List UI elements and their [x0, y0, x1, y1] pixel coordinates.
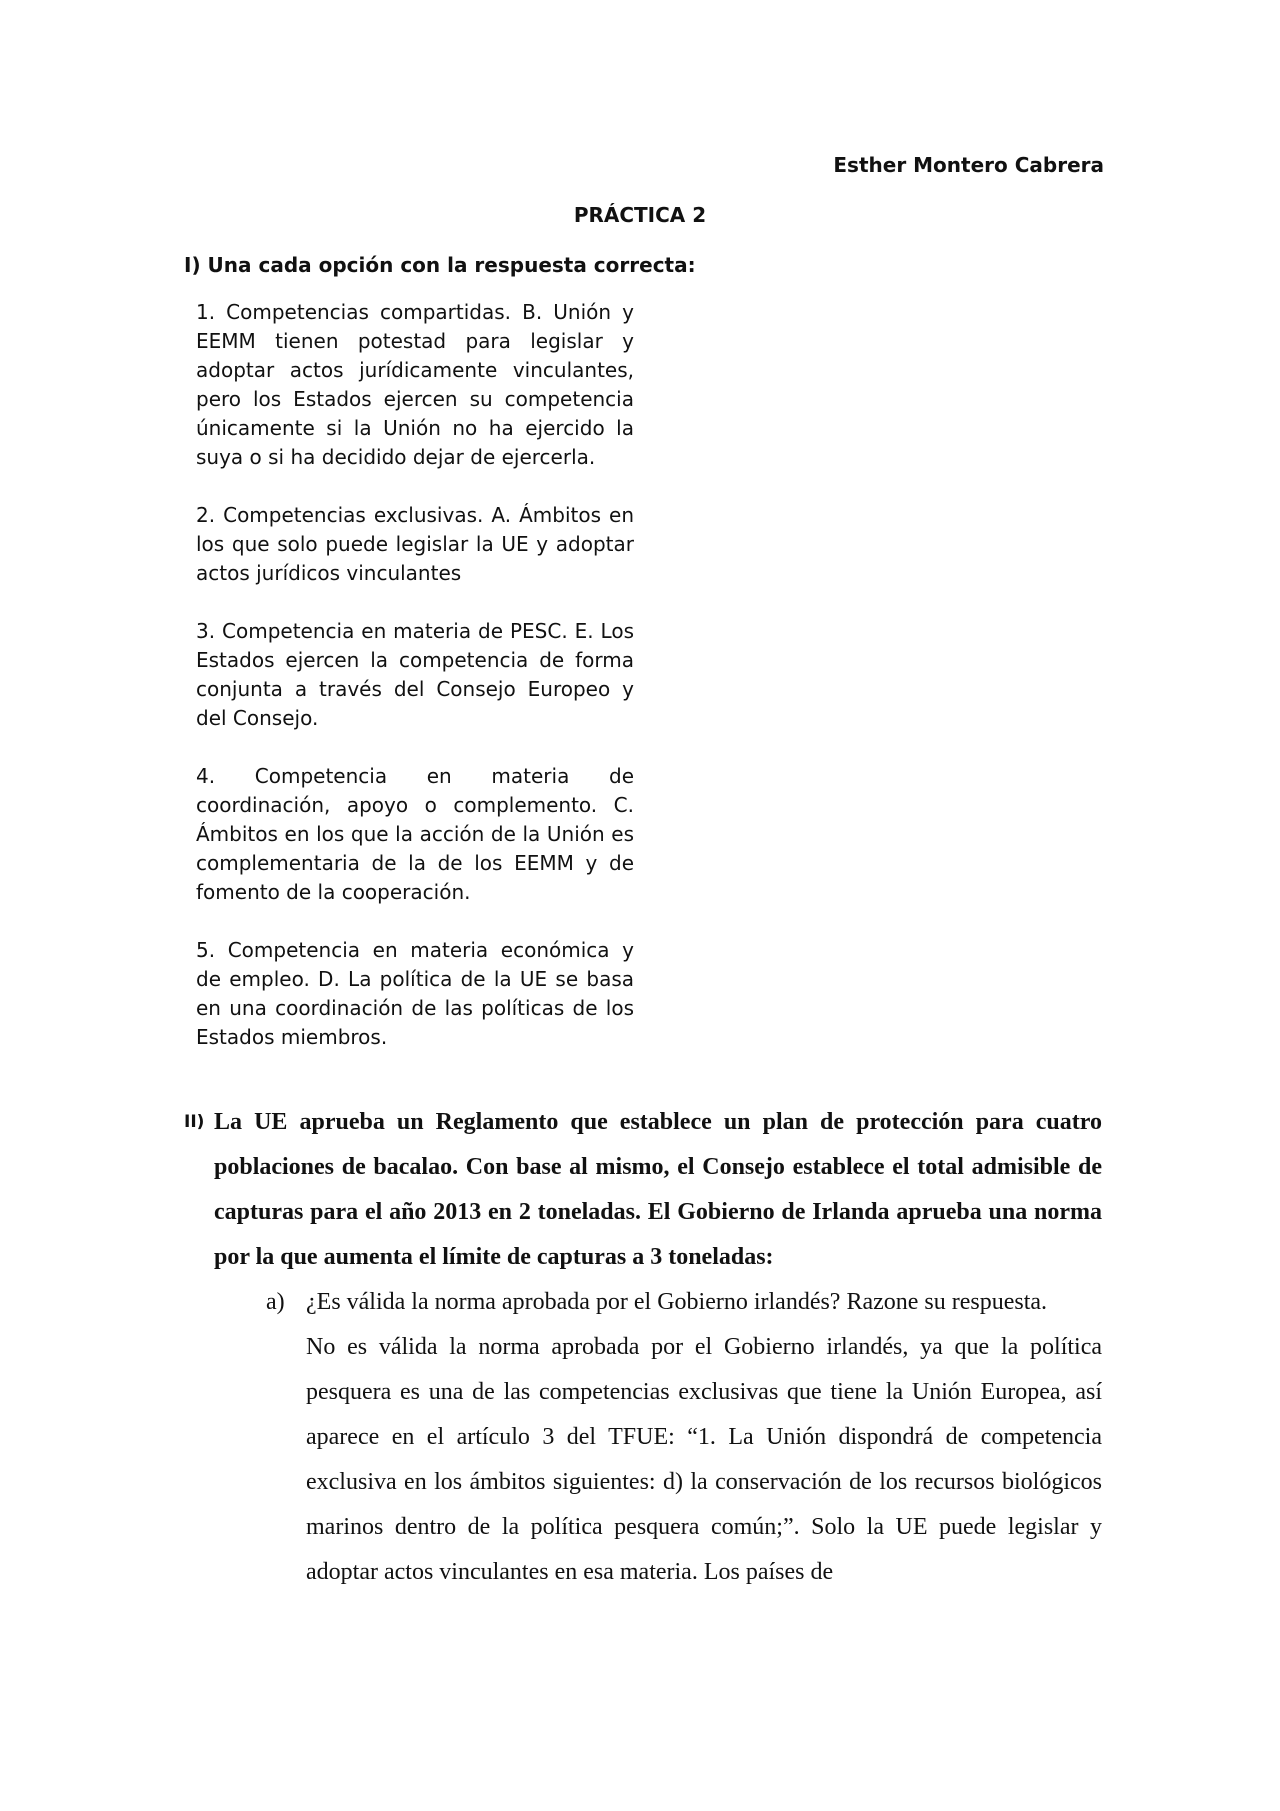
question-a-text: ¿Es válida la norma aprobada por el Gobierno irlandés? Razone su respuesta. [306, 1289, 1048, 1315]
section-2-heading [184, 1100, 1102, 1280]
answer-item-1: 1. Competencias compartidas. B. Unión y EEMM tienen potestad para legislar y adoptar actos jurídicamente vinculantes, pero los Estados ejercen su competencia únicamente si la Unión no ha ejercido la suya o si ha decidido dejar de ejercerla. [196, 300, 634, 469]
answer-item-4: 4. Competencia en materia de coordinación, apoyo o complemento. C. Ámbitos en los que la acción de la Unión es complementaria de la de los EEMM y de fomento de la cooperación. [196, 764, 634, 904]
answer-item-5: 5. Competencia en materia económica y de empleo. D. La política de la UE se basa en una coordinación de las políticas de los Estados miembros. [196, 938, 634, 1049]
section-1-items [196, 298, 634, 1081]
answer-item-2: 2. Competencias exclusivas. A. Ámbitos en los que solo puede legislar la UE y adoptar actos jurídicos vinculantes [196, 503, 634, 585]
page-title: PRÁCTICA 2 [573, 203, 707, 227]
section-2 [184, 1100, 1102, 1595]
author-name: Esther Montero Cabrera [833, 153, 1104, 177]
section-1-heading: I) Una cada opción con la respuesta correcta: [184, 253, 696, 277]
question-a [266, 1280, 1102, 1325]
answer-a-text: No es válida la norma aprobada por el Gobierno irlandés, ya que la política pesquera es una de las competencias exclusivas que tiene la Unión Europea, así aparece en el artículo 3 del TFUE: “1. La Unión dispondrá de competencia exclusiva en los ámbitos siguientes: d) la conservación de los recursos biológicos marinos dentro de la política pesquera común;”. Solo la UE puede legislar y adoptar actos vinculantes en esa materia. Los países de [306, 1334, 1102, 1585]
question-a-letter: a) [266, 1289, 285, 1315]
section-2-heading-text: La UE aprueba un Reglamento que establece un plan de protección para cuatro poblaciones de bacalao. Con base al mismo, el Consejo establece el total admisible de capturas para el año 2013 en 2 toneladas. El Gobierno de Irlanda aprueba una norma por la que aumenta el límite de capturas a 3 toneladas: [214, 1109, 1102, 1270]
section-2-number: II) [184, 1112, 205, 1132]
answer-item-3: 3. Competencia en materia de PESC. E. Los Estados ejercen la competencia de forma conjunta a través del Consejo Europeo y del Consejo. [196, 619, 634, 730]
